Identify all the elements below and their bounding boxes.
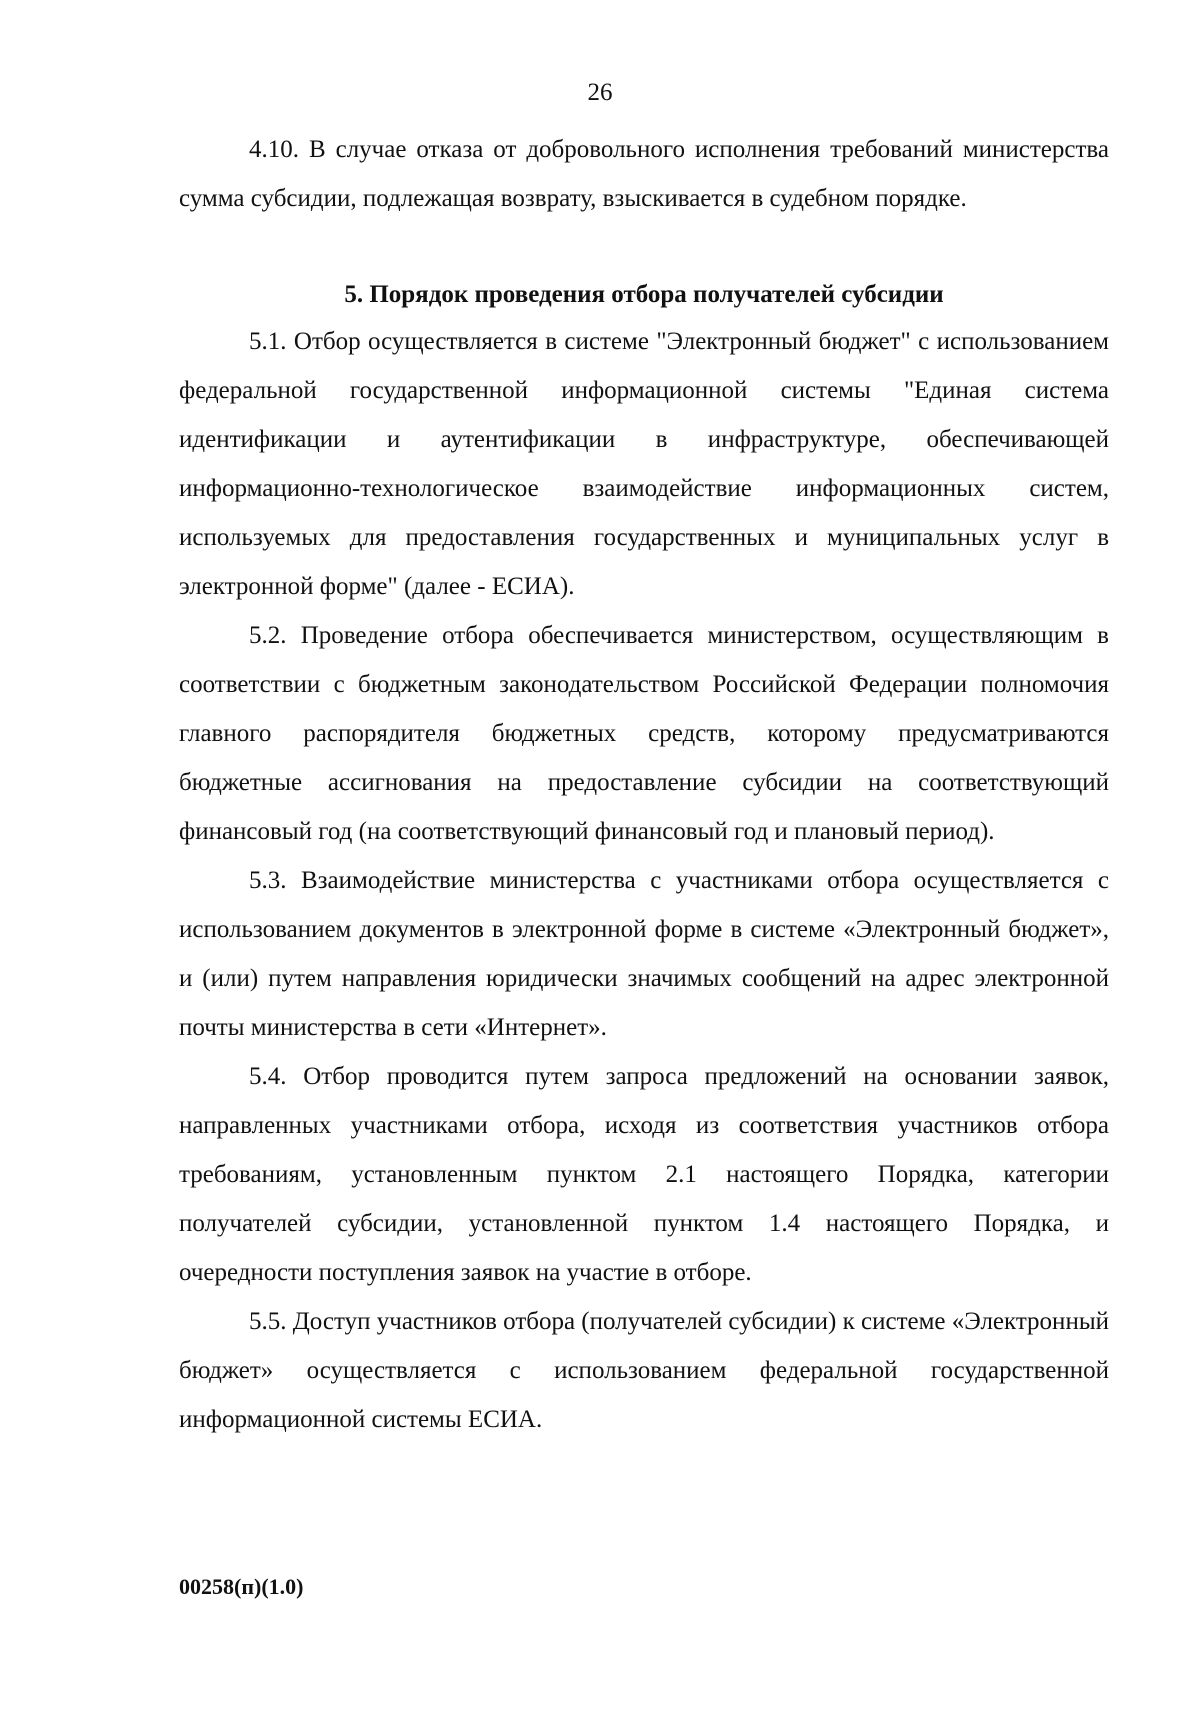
section-heading: 5. Порядок проведения отбора получателей субсидии [344,281,944,308]
page-number: 26 [587,79,613,106]
paragraph-4-10: 4.10. В случае отказа от добровольного исполнения требований министерства сумма субсидии, подлежащая возврату, взыскивается в судебном порядке. [179,136,1109,212]
document-code: 00258(п)(1.0) [179,1574,304,1599]
paragraph-5-5: 5.5. Доступ участников отбора (получателей субсидии) к системе «Электронный бюджет» осуществляется с использованием федеральной государственной информационной системы ЕСИА. [179,1308,1109,1433]
paragraph-5-4: 5.4. Отбор проводится путем запроса предложений на основании заявок, направленных участниками отбора, исходя из соответствия участников отбора требованиям, установленным пунктом 2.1 настоящего Порядка, категории получателей субсидии, установленной пунктом 1.4 настоящего Порядка, и очередности поступления заявок на участие в отборе. [179,1063,1109,1286]
paragraph-5-1: 5.1. Отбор осуществляется в системе "Электронный бюджет" с использованием федеральной государственной информационной системы "Единая система идентификации и аутентификации в инфраструктуре, обеспечивающей информационно-технологическое взаимодействие информационных систем, используемых для предоставления государственных и муниципальных услуг в электронной форме" (далее - ЕСИА). [179,328,1109,600]
document-body [179,125,1109,1444]
paragraph-5-2: 5.2. Проведение отбора обеспечивается министерством, осуществляющим в соответствии с бюджетным законодательством Российской Федерации полномочия главного распорядителя бюджетных средств, которому предусматриваются бюджетные ассигнования на предоставление субсидии на соответствующий финансовый год (на соответствующий финансовый год и плановый период). [179,622,1109,845]
paragraph-5-3: 5.3. Взаимодействие министерства с участниками отбора осуществляется с использованием документов в электронной форме в системе «Электронный бюджет», и (или) путем направления юридически значимых сообщений на адрес электронной почты министерства в сети «Интернет». [179,867,1109,1041]
